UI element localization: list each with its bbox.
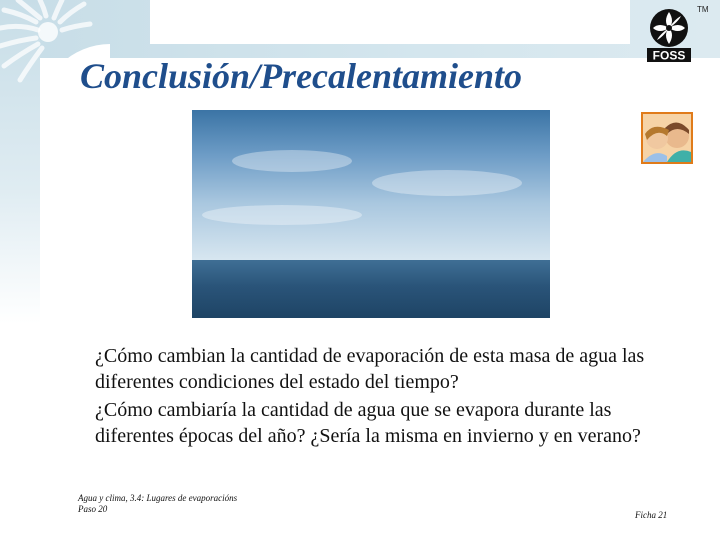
footer-source-line-2: Paso 20 <box>78 504 108 514</box>
photo-cloud <box>232 150 352 172</box>
header-notch <box>150 0 630 44</box>
trademark-mark: TM <box>697 5 709 14</box>
photo-cloud <box>372 170 522 196</box>
question-2: ¿Cómo cambiaría la cantidad de agua que se evapora durante las diferentes épocas del año? ¿Sería la misma en invierno y en verano? <box>95 399 641 447</box>
footer-card-number: Ficha 21 <box>635 510 668 520</box>
ocean-photo <box>192 110 550 318</box>
slide-title: Conclusión/Precalentamiento <box>80 56 523 96</box>
photo-sea <box>192 260 550 318</box>
question-1: ¿Cómo cambian la cantidad de evaporación de esta masa de agua las diferentes condiciones del estado del tiempo? <box>95 345 645 393</box>
foss-logo-icon <box>643 6 695 64</box>
people-icon <box>641 112 693 164</box>
photo-cloud <box>202 205 362 225</box>
footer-source-line-1: Agua y clima, 3.4: Lugares de evaporacións <box>78 493 238 503</box>
question-block <box>95 343 685 451</box>
footer-source <box>78 493 237 515</box>
foss-logo-text: FOSS <box>652 48 686 63</box>
